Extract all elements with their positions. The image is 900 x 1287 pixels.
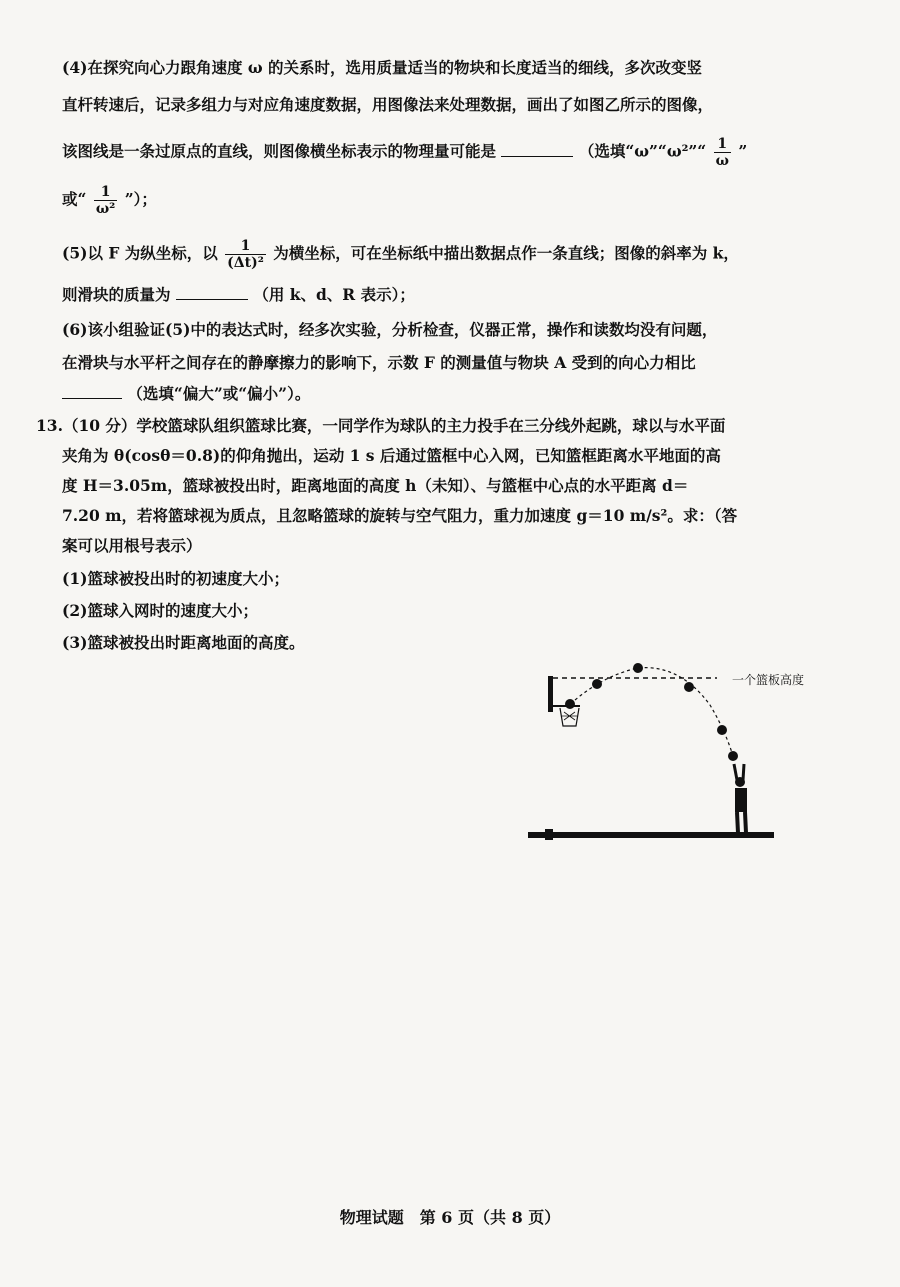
answer-blank-4[interactable] — [501, 142, 573, 157]
backboard-height-label: 一个篮板高度 — [732, 673, 805, 687]
q13-sub1: (1)篮球被投出时的初速度大小； — [62, 569, 289, 588]
q13-line1: 13.（10 分）学校篮球队组织篮球比赛，一同学作为球队的主力投手在三分线外起跳，球以与水平面 — [36, 416, 726, 435]
q12-p5-line1 — [62, 238, 739, 271]
fraction-denominator: ω² — [95, 201, 116, 217]
q12-p4-quote-close: ” — [738, 141, 748, 161]
page-footer: 物理试题 第 6 页（共 8 页） — [339, 1208, 561, 1227]
answer-blank-5[interactable] — [176, 285, 248, 300]
q12-p5-line2 — [62, 285, 415, 305]
q12-p6-line2: 在滑块与水平杆之间存在的静摩擦力的影响下，示数 F 的测量值与物块 A 受到的向心力相比 — [62, 353, 696, 372]
basketball-trajectory-diagram — [520, 650, 820, 850]
q12-p4-or: 或“ — [62, 189, 87, 209]
q13-sub3: (3)篮球被投出时距离地面的高度。 — [62, 633, 305, 652]
hoop-base-marker — [545, 829, 553, 840]
q12-p4-line3 — [62, 136, 747, 169]
ball-position-2 — [592, 679, 602, 689]
q12-p4-end: ”）； — [124, 189, 157, 209]
q13-line4: 7.20 m，若将篮球视为质点，且忽略篮球的旋转与空气阻力，重力加速度 g＝10 m/s²。求：（答 — [62, 506, 738, 525]
q12-p4-options: （选填“ω”“ω²”“ — [578, 141, 707, 161]
q12-p4-line4 — [62, 184, 157, 217]
fraction-denominator: (Δt)² — [227, 255, 264, 271]
answer-blank-6[interactable] — [62, 384, 122, 399]
q12-p5-text-b: 为横坐标，可在坐标纸中描出数据点作一条直线；图像的斜率为 k， — [273, 243, 739, 263]
fraction-denominator: ω — [715, 153, 729, 169]
q12-p6-line1: (6)该小组验证(5)中的表达式时，经多次实验，分析检查，仪器正常，操作和读数均没有问题， — [62, 320, 718, 339]
q13-line3: 度 H＝3.05m，篮球被投出时，距离地面的高度 h（未知）、与篮框中心点的水平距离 d＝ — [62, 476, 689, 495]
fraction-numerator: 1 — [94, 184, 117, 201]
q13-line2: 夹角为 θ(cosθ＝0.8)的仰角抛出，运动 1 s 后通过篮框中心入网，已知篮框距离水平地面的高 — [62, 446, 721, 465]
shooter-silhouette — [734, 764, 747, 833]
backboard — [548, 676, 553, 712]
q12-p5-line2-end: （用 k、d、R 表示）； — [253, 285, 415, 304]
q12-p6-line3 — [62, 384, 310, 404]
fraction-numerator: 1 — [225, 238, 266, 255]
ball-at-hoop — [565, 699, 575, 709]
fraction-one-over-delta-t-squared — [225, 238, 266, 271]
q12-p5-line2-text: 则滑块的质量为 — [62, 285, 171, 304]
q12-p4-line2: 直杆转速后，记录多组力与对应角速度数据，用图像法来处理数据，画出了如图乙所示的图像， — [62, 95, 714, 114]
q12-p4-line1: (4)在探究向心力跟角速度 ω 的关系时，选用质量适当的物块和长度适当的细线，多次改变竖 — [62, 58, 703, 77]
hoop-net-mesh — [562, 712, 577, 720]
fraction-one-over-omega-squared — [94, 184, 117, 217]
ground-line — [528, 832, 774, 838]
q13-sub2: (2)篮球入网时的速度大小； — [62, 601, 258, 620]
q12-p5-text-a: (5)以 F 为纵坐标，以 — [62, 243, 218, 263]
q12-p4-line3-text: 该图线是一条过原点的直线，则图像横坐标表示的物理量可能是 — [62, 141, 497, 161]
fraction-numerator: 1 — [714, 136, 731, 153]
hoop-net — [560, 708, 579, 726]
q12-p6-line3-text: （选填“偏大”或“偏小”）。 — [127, 384, 311, 403]
fraction-one-over-omega — [714, 136, 731, 169]
q13-line5: 案可以用根号表示） — [62, 536, 202, 555]
